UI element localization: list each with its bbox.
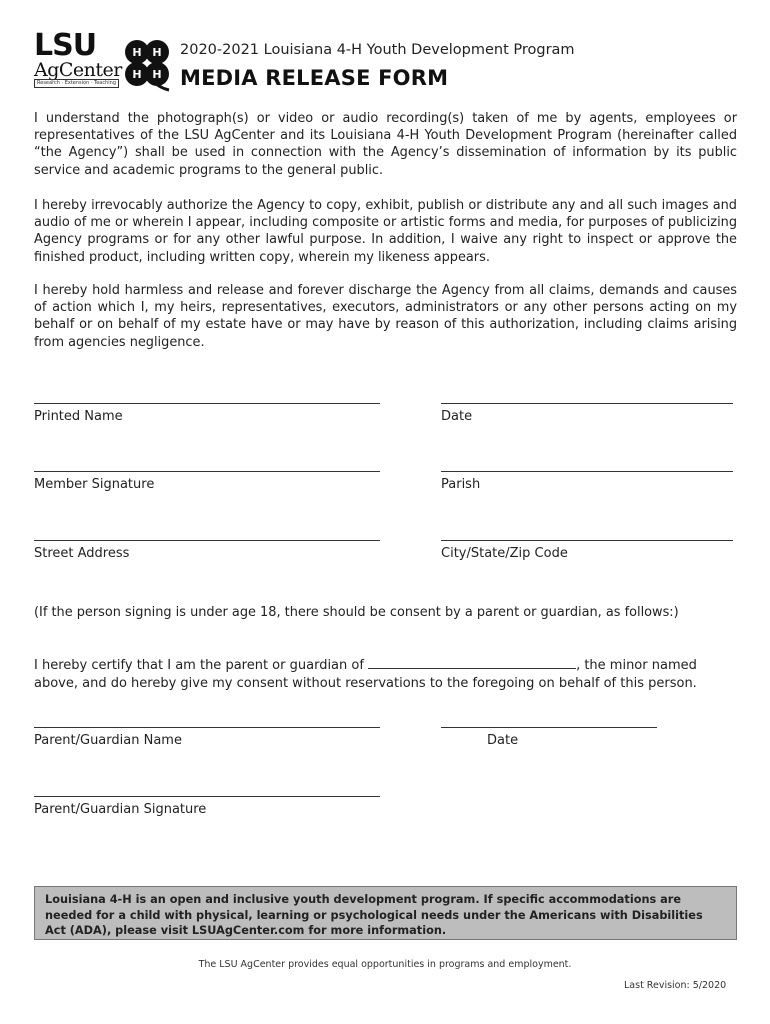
four-h-clover-icon bbox=[119, 36, 175, 92]
guardian-signature-field[interactable] bbox=[34, 796, 380, 817]
guardian-date-line[interactable] bbox=[441, 727, 657, 728]
printed-name-line[interactable] bbox=[34, 403, 380, 404]
guardian-name-label: Parent/Guardian Name bbox=[34, 733, 182, 748]
guardian-signature-label: Parent/Guardian Signature bbox=[34, 802, 207, 817]
member-signature-field[interactable] bbox=[34, 471, 380, 492]
logo-lsu-text: LSU bbox=[34, 28, 97, 63]
street-address-line[interactable] bbox=[34, 540, 380, 541]
city-state-zip-label: City/State/Zip Code bbox=[441, 546, 568, 561]
guardian-signature-line[interactable] bbox=[34, 796, 380, 797]
clover-letter-3: H bbox=[132, 68, 142, 81]
guardian-date-field[interactable] bbox=[441, 727, 657, 748]
equal-opportunity-statement: The LSU AgCenter provides equal opportunities in programs and employment. bbox=[198, 959, 572, 970]
guardian-certification bbox=[34, 656, 737, 693]
clover-letter-4: H bbox=[152, 68, 162, 81]
form-title: MEDIA RELEASE FORM bbox=[180, 66, 449, 90]
date-label: Date bbox=[441, 409, 473, 424]
logo-agcenter-text: AgCenter bbox=[34, 59, 122, 81]
guardian-name-line[interactable] bbox=[34, 727, 380, 728]
member-signature-label: Member Signature bbox=[34, 477, 155, 492]
date-line[interactable] bbox=[441, 403, 733, 404]
logo-tagline: Research · Extension · Teaching bbox=[34, 79, 119, 88]
program-name: 2020-2021 Louisiana 4-H Youth Development Program bbox=[180, 42, 575, 58]
last-revision: Last Revision: 5/2020 bbox=[624, 980, 727, 991]
paragraph-release: I hereby hold harmless and release and forever discharge the Agency from all claims, demands and causes of action which I, my heirs, representatives, executors, administrators or any other persons acting on my behalf or on behalf of my estate have or may have by reason of this authorization, including claims arising from agencies negligence. bbox=[34, 283, 737, 350]
clover-letter-2: H bbox=[152, 46, 162, 59]
member-signature-line[interactable] bbox=[34, 471, 380, 472]
certify-text-before: I hereby certify that I am the parent or guardian of bbox=[34, 658, 364, 673]
header bbox=[34, 28, 744, 94]
printed-name-label: Printed Name bbox=[34, 409, 123, 424]
guardian-name-field[interactable] bbox=[34, 727, 380, 748]
lsu-agcenter-logo bbox=[34, 28, 122, 88]
street-address-label: Street Address bbox=[34, 546, 130, 561]
parish-field[interactable] bbox=[441, 471, 733, 492]
guardian-date-label: Date bbox=[487, 733, 519, 748]
printed-name-field[interactable] bbox=[34, 403, 380, 424]
street-address-field[interactable] bbox=[34, 540, 380, 561]
paragraph-authorization: I hereby irrevocably authorize the Agency to copy, exhibit, publish or distribute any and all such images and audio of me or wherein I appear, including composite or artistic forms and media, for purposes of publicizing Agency programs or for any other lawful purpose. In addition, I waive any right to inspect or approve the finished product, including written copy, wherein my likeness appears. bbox=[34, 198, 737, 265]
accommodation-notice: Louisiana 4-H is an open and inclusive youth development program. If specific accommodations are needed for a child with physical, learning or psychological needs under the Americans with Disabilities Act (ADA), please visit LSUAgCenter.com for more information. bbox=[34, 886, 737, 940]
clover-letter-1: H bbox=[132, 46, 142, 59]
city-state-zip-line[interactable] bbox=[441, 540, 733, 541]
parish-label: Parish bbox=[441, 477, 481, 492]
minor-name-blank[interactable] bbox=[368, 656, 576, 669]
date-field[interactable] bbox=[441, 403, 733, 424]
paragraph-understanding: I understand the photograph(s) or video or audio recording(s) taken of me by agents, employees or representatives of the LSU AgCenter and its Louisiana 4-H Youth Development Program (hereinafter called “the Agency”) shall be used in connection with the Agency’s dissemination of information by its public service and academic programs to the general public. bbox=[34, 111, 737, 178]
minor-consent-note: (If the person signing is under age 18, there should be consent by a parent or guardian, as follows:) bbox=[34, 605, 679, 620]
parish-line[interactable] bbox=[441, 471, 733, 472]
certify-text-after: , the minor named above, and do hereby give my consent without reservations to the foregoing on behalf of this person. bbox=[34, 658, 697, 691]
city-state-zip-field[interactable] bbox=[441, 540, 733, 561]
